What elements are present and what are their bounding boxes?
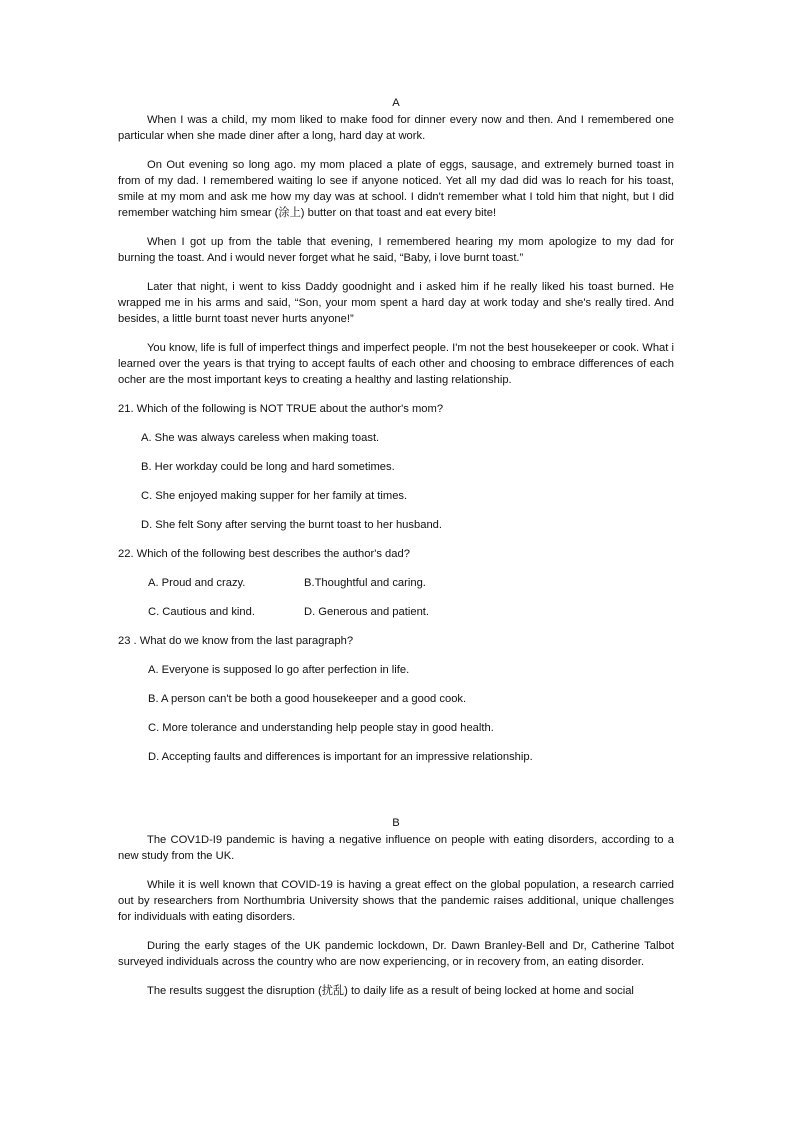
question-23-option-a: A. Everyone is supposed lo go after perfection in life.	[148, 664, 410, 676]
question-22-option-a: A. Proud and crazy.	[148, 577, 246, 589]
passage-a-paragraph-5: You know, life is full of imperfect things and imperfect people. I'm not the best housekeeper or cook. What i learned over the years is that trying to accept faults of each other and choosing to embrace differences of each ocher are the most important keys to creating a healthy and lasting relationship.	[118, 342, 674, 386]
question-22-options-row-1	[118, 575, 674, 591]
passage-b-paragraph-1: The COV1D-I9 pandemic is having a negative influence on people with eating disorders, according to a new study from the UK.	[118, 834, 674, 862]
question-22-stem: 22. Which of the following best describes the author's dad?	[118, 548, 410, 560]
question-23-stem: 23 . What do we know from the last paragraph?	[118, 635, 354, 647]
passage-a-label: A	[392, 97, 400, 109]
passage-b-paragraph-3: During the early stages of the UK pandemic lockdown, Dr. Dawn Branley-Bell and Dr, Catherine Talbot surveyed individuals across the country who are now experiencing, or in recovery from, an eating disorder.	[118, 940, 674, 968]
question-23-option-d: D. Accepting faults and differences is important for an impressive relationship.	[148, 751, 533, 763]
question-23-option-c: C. More tolerance and understanding help people stay in good health.	[148, 722, 494, 734]
question-22-options-row-2	[118, 604, 674, 620]
question-21-option-a: A. She was always careless when making toast.	[141, 432, 380, 444]
passage-a-paragraph-4: Later that night, i went to kiss Daddy goodnight and i asked him if he really liked his toast burned. He wrapped me in his arms and said, “Son, your mom spent a hard day at work today and she's really tired. And besides, a little burnt toast never hurts anyone!”	[118, 281, 674, 325]
passage-a-paragraph-3: When I got up from the table that evening, I remembered hearing my mom apologize to my dad for burning the toast. And i would never forget what he said, “Baby, i love burnt toast.”	[118, 236, 674, 264]
question-22-option-b: B.Thoughtful and caring.	[304, 577, 426, 589]
question-22-option-c: C. Cautious and kind.	[148, 606, 255, 618]
passage-a-paragraph-2: On Out evening so long ago. my mom placed a plate of eggs, sausage, and extremely burned toast in from of my dad. I remembered waiting lo see if anyone noticed. Yet all my dad did was lo reach for his toast, smile at my mom and ask me how my day was at school. I didn't remember what I told him that night, but I did remember watching him smear (涂上) butter on that toast and eat every bite!	[118, 159, 674, 219]
question-21-option-c: C. She enjoyed making supper for her family at times.	[141, 490, 408, 502]
passage-b-paragraph-2: While it is well known that COVID-19 is having a great effect on the global population, a research carried out by researchers from Northumbria University shows that the pandemic raises additional, unique challenges for individuals with eating disorders.	[118, 879, 674, 923]
question-23-option-b: B. A person can't be both a good housekeeper and a good cook.	[148, 693, 467, 705]
document-page	[118, 95, 674, 1012]
question-22-option-d: D. Generous and patient.	[304, 606, 430, 618]
question-21-option-b: B. Her workday could be long and hard sometimes.	[141, 461, 395, 473]
passage-b-label: B	[392, 817, 400, 829]
question-21-stem: 21. Which of the following is NOT TRUE about the author's mom?	[118, 403, 444, 415]
question-21-option-d: D. She felt Sony after serving the burnt toast to her husband.	[141, 519, 442, 531]
passage-a-paragraph-1: When I was a child, my mom liked to make food for dinner every now and then. And I remembered one particular when she made diner after a long, hard day at work.	[118, 114, 674, 142]
section-spacer	[118, 778, 674, 815]
passage-b-paragraph-4: The results suggest the disruption (扰乱) to daily life as a result of being locked at home and social	[147, 985, 634, 997]
